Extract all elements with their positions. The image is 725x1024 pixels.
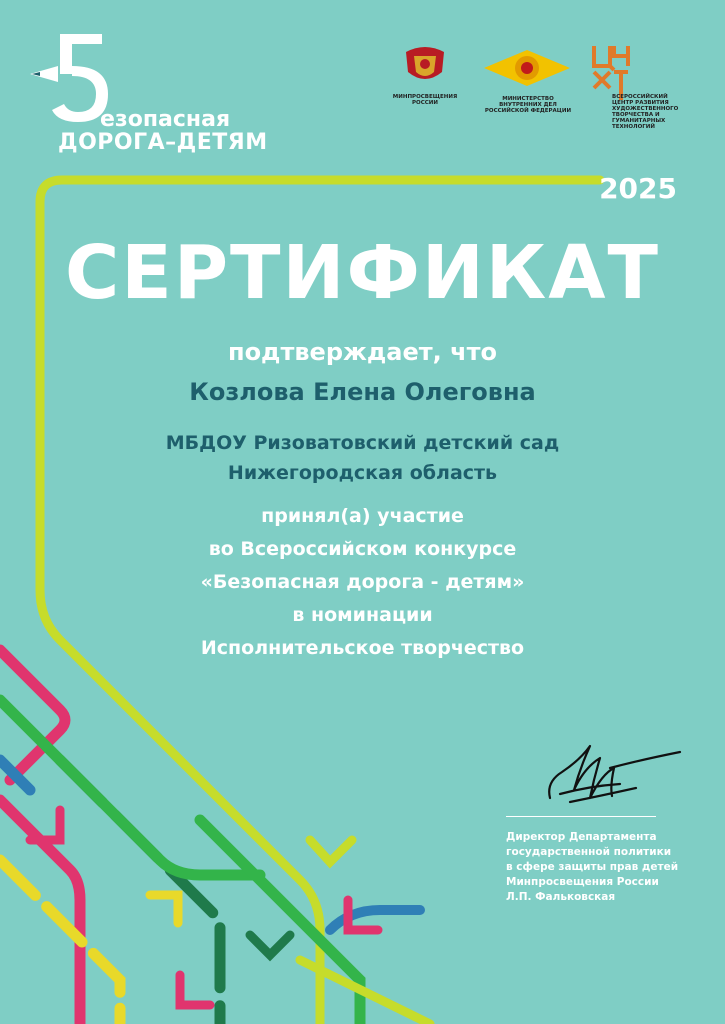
signatory-block xyxy=(506,830,678,905)
signatory-line: Минпросвещения России xyxy=(506,876,659,888)
logo-line-1: езопасная xyxy=(100,107,231,132)
signatory-line: государственной политики xyxy=(506,846,672,858)
organization-region: Нижегородская область xyxy=(227,462,498,484)
body-line: Исполнительское творчество xyxy=(200,637,525,659)
confirms-text: подтверждает, что xyxy=(227,338,497,366)
signatory-line: в сфере защиты прав детей xyxy=(506,861,679,873)
signature-line xyxy=(506,816,656,817)
logo-line-2: ДОРОГА–ДЕТЯМ xyxy=(58,130,268,156)
year: 2025 xyxy=(599,172,677,205)
body-line: во Всероссийском конкурсе xyxy=(208,538,517,560)
partner-label-2: МИНИСТЕРСТВО ВНУТРЕННИХ ДЕЛ РОССИЙСКОЙ ФЕДЕРАЦИИ xyxy=(484,96,572,115)
partner-label-1: МИНПРОСВЕЩЕНИЯ РОССИИ xyxy=(392,94,458,107)
participation-text xyxy=(0,500,725,665)
body-line: «Безопасная дорога - детям» xyxy=(200,571,525,593)
organization xyxy=(0,428,725,488)
signatory-name: Л.П. Фальковская xyxy=(506,891,616,903)
partner-label-3: ВСЕРОССИЙСКИЙ ЦЕНТР РАЗВИТИЯ ХУДОЖЕСТВЕННОГО ТВОРЧЕСТВА И ГУМАНИТАРНЫХ ТЕХНОЛОГИЙ xyxy=(612,94,679,131)
organization-name: МБДОУ Ризоватовский детский сад xyxy=(165,432,560,454)
body-line: в номинации xyxy=(292,604,433,626)
ministry-emblem-icon xyxy=(402,42,448,90)
mvd-emblem-icon xyxy=(482,44,572,92)
logo-text xyxy=(58,108,268,154)
recipient-name: Козлова Елена Олеговна xyxy=(189,378,536,406)
signatory-line: Директор Департамента xyxy=(506,831,657,843)
certificate-title: СЕРТИФИКАТ xyxy=(64,230,661,316)
body-line: принял(а) участие xyxy=(261,505,464,527)
signature xyxy=(540,738,690,810)
